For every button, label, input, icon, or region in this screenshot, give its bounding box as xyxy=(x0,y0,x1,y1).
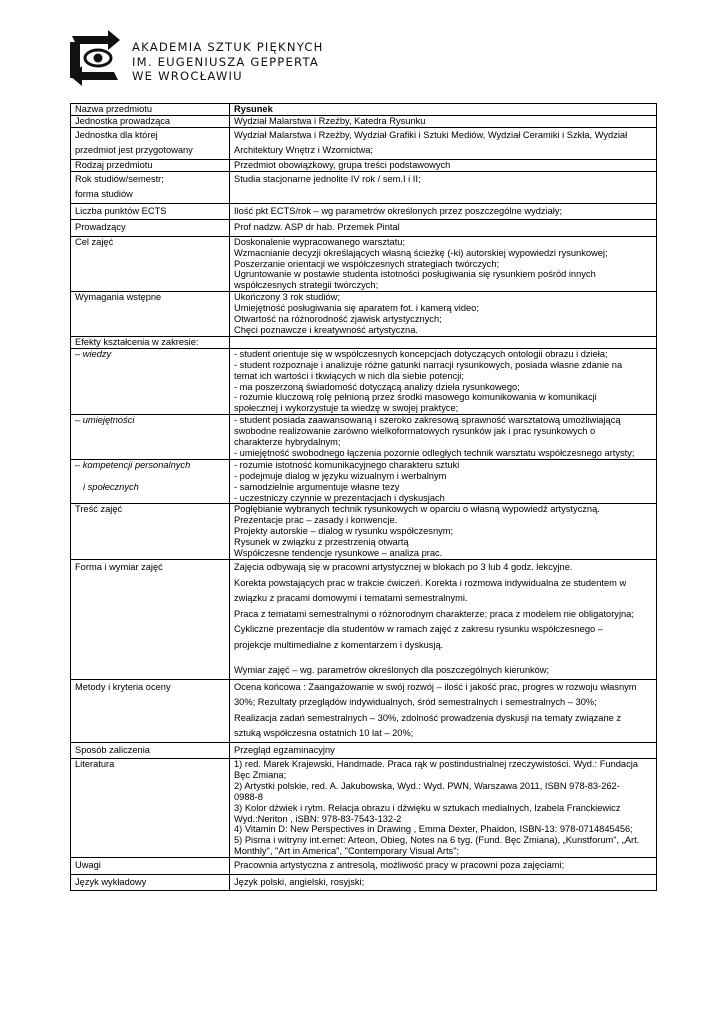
value-line: Doskonalenie wypracowanego warsztatu; xyxy=(234,236,406,247)
value-line: 3) Kolor dźwiek i rytm. Relacja obrazu i dźwięku w sztukach medialnych, Izabela Franckiewicz xyxy=(234,802,621,813)
institution-line-2: IM. EUGENIUSZA GEPPERTA xyxy=(132,54,319,69)
value-line: Ukończony 3 rok studiów; xyxy=(234,292,340,303)
label-line: i społecznych xyxy=(83,481,139,492)
value-line: 0988-8 xyxy=(234,791,263,802)
value-sposob: Przegląd egzaminacyjny xyxy=(230,742,657,759)
syllabus-table xyxy=(70,103,657,891)
value-line: temat ich wartości i tkwiących w nich dla siebie potencji; xyxy=(234,370,464,381)
row-jednostka xyxy=(71,115,657,127)
label-rodzaj: Rodzaj przedmiotu xyxy=(71,159,230,171)
value-line: Wyd.:Neriton , iSBN: 978-83-7543-132-2 xyxy=(234,813,402,824)
document-header xyxy=(68,30,468,90)
label-line: przedmiot jest przygotowany xyxy=(75,145,193,156)
label-line: forma studiów xyxy=(75,189,133,200)
label-dla-ktorej xyxy=(71,127,230,159)
row-prowadzacy xyxy=(71,220,657,237)
value-line: Architektury Wnętrz i Wzornictwa; xyxy=(234,145,373,156)
value-line: Współczesne tendencje rysunkowe – analiza prac. xyxy=(234,548,443,559)
value-line: Ocena końcowa : Zaangażowanie w swój rozwój – ilość i jakość prac, progres w rozwoju własnym xyxy=(234,681,637,692)
value-efekty-empty xyxy=(230,336,657,348)
value-line: - samodzielnie argumentuje własne tezy xyxy=(234,481,400,492)
label-umiejetnosci: – umiejętności xyxy=(71,415,230,460)
value-line: Wymiar zajęć – wg. parametrów określonych dla poszczególnych kierunków; xyxy=(234,665,550,675)
label-metody: Metody i kryteria oceny xyxy=(71,679,230,742)
row-metody xyxy=(71,679,657,742)
value-line: Umiejętność posługiwania się aparatem fot. i kamerą video; xyxy=(234,303,479,314)
label-uwagi: Uwagi xyxy=(71,858,230,875)
value-line: Rysunek w związku z przestrzenią otwartą xyxy=(234,537,409,548)
value-dla-ktorej xyxy=(230,127,657,159)
value-uwagi: Pracownia artystyczna z antresolą, możliwość pracy w pracowni poza zajęciami; xyxy=(230,858,657,875)
row-umiejetnosci xyxy=(71,415,657,460)
value-line: Wzmacnianie decyzji określających własną ścieżkę (-ki) autorskiej wypowiedzi rysunkowej; xyxy=(234,247,608,258)
value-line: - ma poszerzoną świadomość dotyczącą analizy dzieła rysunkowego; xyxy=(234,381,520,392)
value-line: współczesnych strategii twórczych; xyxy=(234,280,379,291)
value-line: związku z pracami domowymi i tematami semestralnymi. xyxy=(234,593,468,603)
value-line: projekcje multimedialne z komentarzem i dyskusją. xyxy=(234,639,444,650)
value-cel xyxy=(230,236,657,292)
value-line: Wydział Malarstwa i Rzeźby, Wydział Grafiki i Sztuki Mediów, Wydział Ceramiki i Szkła, Wydział xyxy=(234,129,628,140)
label-line: – kompetencji personalnych xyxy=(75,459,191,470)
value-line: sztuką współczesna ostatnich 10 lat – 20%; xyxy=(234,728,414,738)
label-rok xyxy=(71,171,230,203)
value-line: Bęc Zmiana; xyxy=(234,769,287,780)
label-nazwa: Nazwa przedmiotu xyxy=(71,104,230,116)
value-line: 1) red. Marek Krajewski, Handmade. Praca rąk w postindustrialnej rzeczywistości. Wyd.: Fundacja xyxy=(234,759,638,769)
label-kompetencje xyxy=(71,459,230,504)
value-forma xyxy=(230,560,657,680)
label-prowadzacy: Prowadzący xyxy=(71,220,230,237)
value-line: Poszerzanie orientacji we współczesnych strategiach twórczych; xyxy=(234,258,500,269)
label-jednostka: Jednostka prowadząca xyxy=(71,115,230,127)
value-kompetencje xyxy=(230,459,657,504)
label-line: Jednostka dla której xyxy=(75,129,158,140)
value-jednostka: Wydział Malarstwa i Rzeźby, Katedra Rysunku xyxy=(230,115,657,127)
label-wiedzy: – wiedzy xyxy=(71,348,230,414)
value-wiedzy xyxy=(230,348,657,414)
value-prowadzacy: Prof nadzw. ASP dr hab. Przemek Pintal xyxy=(230,220,657,237)
label-forma: Forma i wymiar zajęć xyxy=(71,560,230,680)
value-line: - uczestniczy czynnie w prezentacjach i dyskusjach xyxy=(234,492,445,503)
label-efekty: Efekty kształcenia w zakresie: xyxy=(71,336,230,348)
value-line: 5) Pisma i witryny int.ernet: Arteon, Obieg, Notes na 6 tyg. (Fund. Bęc Zmiana), „Kunstforum", „Art. xyxy=(234,835,640,846)
label-literatura: Literatura xyxy=(71,759,230,858)
row-tresc xyxy=(71,504,657,560)
label-jezyk: Język wykładowy xyxy=(71,874,230,891)
row-rok xyxy=(71,171,657,203)
value-line: swobodne realizowanie zarówno wielkoformatowych rysunków jak i prac rysunkowych o xyxy=(234,426,596,437)
value-line: Monthly", "Art in America", "Contemporary Visual Arts"; xyxy=(234,846,460,857)
spacer xyxy=(234,653,652,663)
value-line: - student orientuje się w współczesnych koncepcjach dotyczących ontologii obrazu i dzieła; xyxy=(234,348,608,359)
institution-line-1: AKADEMIA SZTUK PIĘKNYCH xyxy=(132,40,324,54)
row-ects xyxy=(71,203,657,220)
value-line: Realizacja zadań semestralnych – 30%, zdolność prowadzenia dyskusji na tematy związane z xyxy=(234,712,622,723)
value-literatura xyxy=(230,759,657,858)
value-line: 2) Artystki polskie, red. A. Jakubowska, Wyd.: Wyd. PWN, Warszawa 2011, ISBN 978-83-262- xyxy=(234,780,620,791)
row-cel xyxy=(71,236,657,292)
value-tresc xyxy=(230,504,657,560)
label-tresc: Treść zajęć xyxy=(71,504,230,560)
value-line: - umiejętność swobodnego łączenia pozornie odległych technik warsztatu współczesnego artysty; xyxy=(234,447,635,458)
value-line: Otwartość na różnorodność zjawisk artystycznych; xyxy=(234,314,442,325)
row-literatura xyxy=(71,759,657,858)
label-sposob: Sposób zaliczenia xyxy=(71,742,230,759)
value-line: 4) Vitamin D: New Perspectives in Drawing , Emma Dexter, Phaidon, ISBN-13: 978-0714845456; xyxy=(234,824,633,835)
value-line: Prezentacje prac – zasady i konwencje. xyxy=(234,515,398,526)
row-wiedzy xyxy=(71,348,657,414)
value-line: 30%; Rezultaty przeglądów indywidualnych, śród semestralnych i semestralnych – 30%; xyxy=(234,697,597,707)
value-line: społecznej i wykorzystuje ta wiedzę w swojej praktyce; xyxy=(234,403,459,414)
row-wymagania xyxy=(71,292,657,337)
value-line: Praca z tematami semestralnymi o różnorodnym charakterze; praca z modelem nie obligatoryjna; xyxy=(234,608,634,619)
value-line: Cykliczne prezentacje dla studentów w ramach zajęć z zakresu rysunku współczesnego – xyxy=(234,624,603,634)
row-sposob xyxy=(71,742,657,759)
institution-name xyxy=(132,40,324,84)
value-rok: Studia stacjonarne jednolite IV rok / sem.I i II; xyxy=(230,171,657,203)
value-line: - rozumie istotność komunikacyjnego charakteru sztuki xyxy=(234,459,460,470)
value-line: Pogłębianie wybranych technik rysunkowych w oparciu o własną wypowiedź artystyczną. xyxy=(234,504,600,515)
value-line: Korekta powstających prac w trakcie ćwiczeń. Korekta i rozmowa indywidualna ze studentem w xyxy=(234,577,627,588)
row-jezyk xyxy=(71,874,657,891)
row-efekty xyxy=(71,336,657,348)
value-line: - student rozpoznaje i analizuje różne gatunki narracji rysunkowych, posiada własne zdanie na xyxy=(234,359,623,370)
row-uwagi xyxy=(71,858,657,875)
value-line: - podejmuje dialog w języku wizualnym i werbalnym xyxy=(234,470,447,481)
value-jezyk: Język polski, angielski, rosyjski; xyxy=(230,874,657,891)
value-rodzaj: Przedmiot obowiązkowy, grupa treści podstawowych xyxy=(230,159,657,171)
value-umiejetnosci xyxy=(230,415,657,460)
value-metody xyxy=(230,679,657,742)
value-line: Ugruntowanie w postawie studenta istotności posługiwania się rysunkiem pośród innych xyxy=(234,269,596,280)
label-line: Rok studiów/semestr; xyxy=(75,173,164,184)
value-line: - rozumie kluczową rolę pełnioną przez środki masowego komunikowania w komunikacji xyxy=(234,392,597,403)
value-line: Zajęcia odbywają się w pracowni artystycznej w blokach po 3 lub 4 godz. lekcyjne. xyxy=(234,562,573,572)
label-ects: Liczba punktów ECTS xyxy=(71,203,230,220)
value-ects: Ilość pkt ECTS/rok – wg parametrów określonych przez poszczególne wydziały; xyxy=(230,203,657,220)
row-dla-ktorej xyxy=(71,127,657,159)
row-kompetencje xyxy=(71,459,657,504)
label-wymagania: Wymagania wstępne xyxy=(71,292,230,337)
label-cel: Cel zajęć xyxy=(71,236,230,292)
value-line: - student posiada zaawansowaną i szeroko zakresową sprawność warsztatową umożliwiającą xyxy=(234,415,621,426)
academy-logo xyxy=(68,30,120,86)
value-nazwa: Rysunek xyxy=(230,104,657,116)
value-line: charakterze hybrydalnym; xyxy=(234,437,341,448)
institution-line-3: WE WROCŁAWIU xyxy=(132,69,243,83)
value-line: Chęci poznawcze i kreatywność artystyczna. xyxy=(234,324,418,335)
value-wymagania xyxy=(230,292,657,337)
row-forma xyxy=(71,560,657,680)
row-nazwa xyxy=(71,104,657,116)
value-line: Projekty autorskie – dialog w rysunku współczesnym; xyxy=(234,526,454,537)
row-rodzaj xyxy=(71,159,657,171)
